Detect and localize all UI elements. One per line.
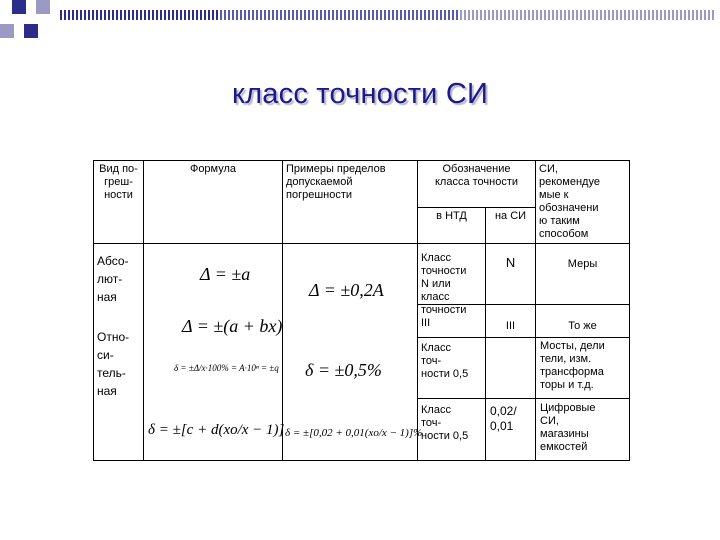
stripe-line [516,10,518,20]
header-recommended-si: СИ, рекомендуе мые к обозначени ю таким способом [536,161,630,244]
stripe-line [644,10,646,20]
stripe-line [592,10,594,20]
stripe-line [460,10,462,20]
stripe-line [372,10,374,20]
stripe-line [344,10,346,20]
stripe-line [332,10,334,20]
stripe-line [184,10,186,20]
stripe-line [556,10,558,20]
header-on-si: на СИ [486,207,536,243]
stripe-line [128,10,130,20]
stripe-line [444,10,446,20]
stripe-line [320,10,322,20]
stripe-line [316,10,318,20]
device-3: Мосты, дели тели, изм. трансформа торы и т.д. [540,340,605,391]
stripe-line [348,10,350,20]
stripe-line [548,10,550,20]
stripe-line [692,10,694,20]
stripe-line [672,10,674,20]
stripe-line [220,10,222,20]
stripe-line [272,10,274,20]
stripe-line [536,10,538,20]
stripe-line [620,10,622,20]
stripe-line [624,10,626,20]
stripe-line [340,10,342,20]
si-mark-1: N [505,255,516,270]
cell-ntd-designations [418,244,486,461]
stripe-line [400,10,402,20]
stripe-line [288,10,290,20]
stripe-line [636,10,638,20]
si-mark-2: III [505,320,516,332]
stripe-line [260,10,262,20]
cell-formulas [144,244,283,461]
stripe-line [576,10,578,20]
stripe-line [508,10,510,20]
stripe-line [676,10,678,20]
accuracy-class-table [93,160,630,461]
stripe-line [476,10,478,20]
corner-square-dark-2 [24,24,38,38]
ntd-class-3: Класс точ- ности 0,5 [421,404,469,442]
stripe-line [324,10,326,20]
stripe-line [132,10,134,20]
stripe-line [524,10,526,20]
stripe-line [280,10,282,20]
stripe-line [480,10,482,20]
header-examples: Примеры пределов допускаемой погрешности [283,161,418,244]
stripe-line [420,10,422,20]
stripe-line [308,10,310,20]
stripe-line [60,10,62,20]
stripe-line [88,10,90,20]
stripe-line [468,10,470,20]
stripe-line [268,10,270,20]
stripe-line [532,10,534,20]
stripe-line [704,10,706,20]
stripe-line [168,10,170,20]
decorative-stripe-bar [60,10,714,20]
stripe-line [368,10,370,20]
stripe-line [388,10,390,20]
stripe-line [408,10,410,20]
stripe-line [684,10,686,20]
ntd-class-2: Класс точ- ности 0,5 [421,342,469,380]
example-relative-combined: δ = ±[0,02 + 0,01(xo/x − 1)]% [285,427,423,439]
stripe-line [528,10,530,20]
stripe-line [72,10,74,20]
stripe-line [488,10,490,20]
stripe-line [596,10,598,20]
stripe-line [496,10,498,20]
stripe-line [112,10,114,20]
stripe-line [196,10,198,20]
stripe-line [440,10,442,20]
cell-error-kinds [94,244,144,461]
stripe-line [712,10,714,20]
stripe-line [660,10,662,20]
stripe-line [352,10,354,20]
stripe-line [172,10,174,20]
stripe-line [300,10,302,20]
stripe-line [96,10,98,20]
stripe-line [76,10,78,20]
stripe-line [604,10,606,20]
stripe-line [504,10,506,20]
stripe-line [688,10,690,20]
stripe-line [616,10,618,20]
header-designation: Обозначение класса точности [418,161,536,208]
stripe-line [200,10,202,20]
stripe-line [564,10,566,20]
stripe-line [296,10,298,20]
stripe-line [416,10,418,20]
slide-title: класс точности СИ [231,78,489,110]
corner-square-dark-1 [12,0,26,14]
stripe-line [216,10,218,20]
stripe-line [512,10,514,20]
header-ntd: в НТД [418,207,486,243]
stripe-line [292,10,294,20]
stripe-line [240,10,242,20]
example-relative: δ = ±0,5% [305,360,382,380]
stripe-line [336,10,338,20]
stripe-line [248,10,250,20]
stripe-line [628,10,630,20]
stripe-line [580,10,582,20]
stripe-line [104,10,106,20]
stripe-line [600,10,602,20]
header-formula: Формула [144,161,283,244]
stripe-line [560,10,562,20]
stripe-line [640,10,642,20]
stripe-line [356,10,358,20]
stripe-line [680,10,682,20]
stripe-line [84,10,86,20]
formula-relative-combined: δ = ±[c + d(xo/x − 1)] [148,422,285,438]
stripe-line [188,10,190,20]
stripe-line [264,10,266,20]
stripe-line [124,10,126,20]
device-2: То же [568,320,597,332]
corner-square-light-2 [0,24,14,38]
stripe-line [140,10,142,20]
stripe-line [92,10,94,20]
formula-relative: δ = ±Δ/x·100% = A·10ⁿ = ±q [174,363,279,373]
stripe-line [208,10,210,20]
stripe-line [192,10,194,20]
stripe-line [136,10,138,20]
stripe-line [148,10,150,20]
stripe-line [492,10,494,20]
stripe-line [244,10,246,20]
stripe-line [632,10,634,20]
stripe-line [64,10,66,20]
stripe-line [116,10,118,20]
stripe-line [68,10,70,20]
stripe-line [212,10,214,20]
stripe-line [256,10,258,20]
example-absolute: Δ = ±0,2A [309,280,384,300]
stripe-line [584,10,586,20]
stripe-line [436,10,438,20]
stripe-line [120,10,122,20]
stripe-line [100,10,102,20]
cell-examples [283,244,423,461]
stripe-line [160,10,162,20]
stripe-line [180,10,182,20]
stripe-line [656,10,658,20]
stripe-line [484,10,486,20]
stripe-line [696,10,698,20]
cell-devices [536,244,630,461]
formula-absolute: Δ = ±a [200,264,251,284]
stripe-line [392,10,394,20]
stripe-line [540,10,542,20]
stripe-line [520,10,522,20]
stripe-line [80,10,82,20]
stripe-line [652,10,654,20]
stripe-line [108,10,110,20]
stripe-line [164,10,166,20]
kind-relative: Отно- си- тель- ная [97,330,130,398]
stripe-line [304,10,306,20]
cell-si-designations [486,244,536,461]
stripe-line [456,10,458,20]
stripe-line [328,10,330,20]
stripe-line [396,10,398,20]
stripe-line [500,10,502,20]
stripe-line [284,10,286,20]
stripe-line [572,10,574,20]
stripe-line [360,10,362,20]
stripe-line [236,10,238,20]
stripe-line [152,10,154,20]
stripe-line [552,10,554,20]
stripe-line [472,10,474,20]
stripe-line [432,10,434,20]
stripe-line [668,10,670,20]
kind-absolute: Абсо- лют- ная [97,254,129,304]
stripe-line [380,10,382,20]
stripe-line [204,10,206,20]
formula-absolute-linear: Δ = ±(a + bx) [182,316,283,336]
stripe-line [312,10,314,20]
stripe-line [708,10,710,20]
stripe-line [700,10,702,20]
stripe-line [276,10,278,20]
stripe-line [384,10,386,20]
stripe-line [232,10,234,20]
stripe-line [588,10,590,20]
ntd-class-1: Класс точности N или класс точности III [421,252,467,329]
stripe-line [428,10,430,20]
stripe-line [404,10,406,20]
stripe-line [648,10,650,20]
device-1: Меры [567,258,598,270]
stripe-line [424,10,426,20]
stripe-line [452,10,454,20]
stripe-line [544,10,546,20]
header-error-kind: Вид по- греш- ности [94,161,144,244]
stripe-line [144,10,146,20]
stripe-line [612,10,614,20]
si-mark-3: 0,02/ 0,01 [490,404,517,433]
stripe-line [228,10,230,20]
stripe-line [412,10,414,20]
stripe-line [376,10,378,20]
stripe-line [224,10,226,20]
stripe-line [252,10,254,20]
stripe-line [608,10,610,20]
stripe-line [464,10,466,20]
corner-square-light-1 [36,0,50,14]
stripe-line [664,10,666,20]
stripe-line [364,10,366,20]
stripe-line [568,10,570,20]
device-4: Цифровые СИ, магазины емкостей [540,402,596,453]
stripe-line [448,10,450,20]
stripe-line [176,10,178,20]
stripe-line [156,10,158,20]
